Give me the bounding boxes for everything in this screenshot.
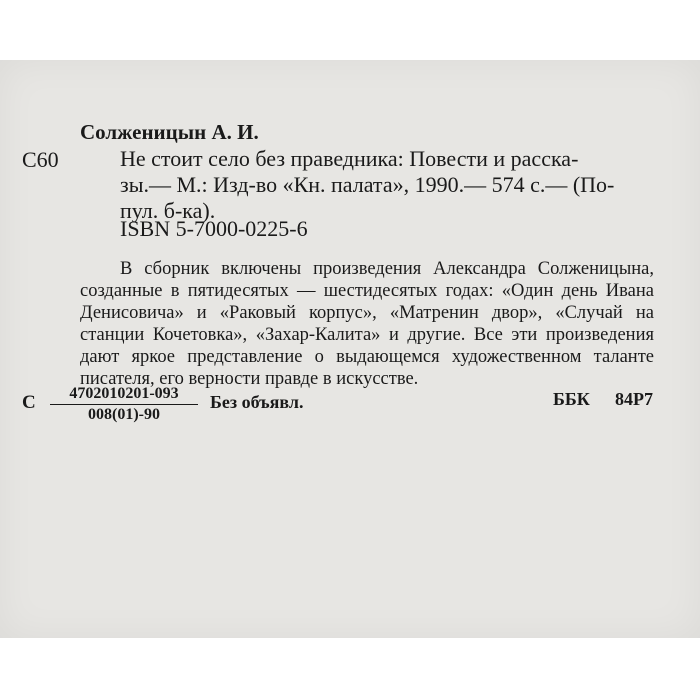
author-name: Солженицын А. И. bbox=[80, 120, 259, 144]
description-line: зы.— М.: Изд-во «Кн. палата», 1990.— 574 с.— (По- bbox=[120, 172, 615, 197]
index-fraction bbox=[48, 386, 200, 423]
index-numerator: 4702010201-093 bbox=[69, 385, 179, 402]
index-denominator: 008(01)-90 bbox=[88, 406, 160, 423]
description-line: Не стоит село без праведника: Повести и расска- bbox=[120, 146, 579, 171]
price-note: Без объявл. bbox=[210, 392, 304, 412]
isbn-number: ISBN 5-7000-0225-6 bbox=[120, 216, 308, 241]
bbk-label: ББК bbox=[553, 389, 590, 409]
bibliographic-description bbox=[120, 146, 658, 224]
index-letter: С bbox=[22, 392, 36, 413]
description-line: пул. б-ка). bbox=[120, 198, 216, 223]
classification-code: С60 bbox=[22, 147, 59, 172]
annotation-paragraph: В сборник включены произведения Александра Солженицына, созданные в пятидесятых — шестидесятых годах: «Один день Ивана Денисовича» и «Раковый корпус», «Матренин двор», «Случай на станции Кочетовка», «Захар-Калита» и другие. Все эти произведения дают яркое представление о выдающемся художественном таланте писателя, его верности правде в искусстве. bbox=[80, 259, 654, 389]
bbk-value: 84Р7 bbox=[615, 389, 653, 409]
